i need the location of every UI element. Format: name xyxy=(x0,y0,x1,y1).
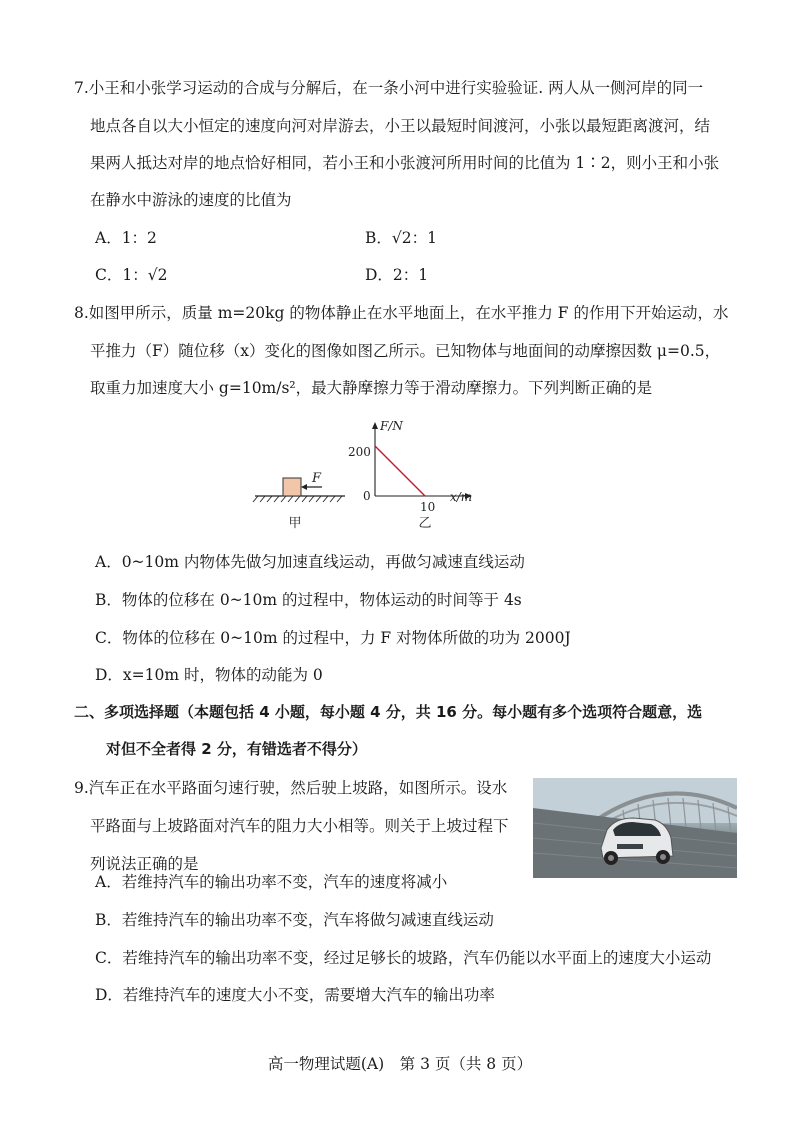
q7-option-b: B．√2：1 xyxy=(365,229,437,247)
force-arrowhead xyxy=(301,484,307,490)
x-axis-label: x/m xyxy=(450,490,473,504)
q9-option-d: D．若维持汽车的速度大小不变，需要增大汽车的输出功率 xyxy=(95,986,495,1004)
q8-option-c: C．物体的位移在 0~10m 的过程中，力 F 对物体所做的功为 2000J xyxy=(95,629,571,647)
q7-option-d: D．2：1 xyxy=(365,266,429,284)
q9-option-a: A．若维持汽车的输出功率不变，汽车的速度将减小 xyxy=(95,873,448,891)
jia-label: 甲 xyxy=(288,516,302,531)
q7-stem-line-3: 果两人抵达对岸的地点恰好相同，若小王和小张渡河所用时间的比值为 1∶2，则小王和小张 xyxy=(90,154,720,172)
q9-stem-line-1: 9.汽车正在水平路面匀速行驶，然后驶上坡路，如图所示。设水 xyxy=(74,779,508,797)
q9-option-b: B．若维持汽车的输出功率不变，汽车将做匀减速直线运动 xyxy=(95,911,494,929)
q7-option-c: C．1：√2 xyxy=(95,266,168,284)
car-uphill-photo xyxy=(533,778,737,878)
page-footer: 高一物理试题(A) 第 3 页（共 8 页） xyxy=(267,1055,533,1073)
q8-option-b: B．物体的位移在 0~10m 的过程中，物体运动的时间等于 4s xyxy=(95,591,522,609)
series-line xyxy=(375,446,425,496)
ground-hatching xyxy=(253,496,342,502)
y-axis-label: F/N xyxy=(380,419,403,433)
q9-option-c: C．若维持汽车的输出功率不变，经过足够长的坡路，汽车仍能以水平面上的速度大小运动 xyxy=(95,949,712,967)
figure-jia xyxy=(253,471,345,531)
q7-stem-line-2: 地点各自以大小恒定的速度向河对岸游去，小王以最短时间渡河，小张以最短距离渡河，结 xyxy=(90,117,711,135)
q9-stem-line-3: 列说法正确的是 xyxy=(90,855,199,873)
q8-stem-line-3: 取重力加速度大小 g=10m/s²，最大静摩擦力等于滑动摩擦力。下列判断正确的是 xyxy=(90,379,653,397)
origin-label: 0 xyxy=(363,489,371,503)
q8-figure xyxy=(250,416,490,536)
car-photo-svg xyxy=(533,778,737,878)
q7-stem-line-1: 7.小王和小张学习运动的合成与分解后，在一条小河中进行实验验证. 两人从一侧河岸的同一 xyxy=(74,79,704,97)
q8-stem-line-2: 平推力（F）随位移（x）变化的图像如图乙所示。已知物体与地面间的动摩擦因数 μ=0.5， xyxy=(90,342,721,360)
force-label: F xyxy=(312,471,322,486)
yi-label: 乙 xyxy=(418,516,432,531)
figure-yi-chart xyxy=(348,419,472,531)
q9-stem-line-2: 平路面与上坡路面对汽车的阻力大小相等。则关于上坡过程下 xyxy=(90,817,509,835)
q8-option-a: A．0~10m 内物体先做匀加速直线运动，再做匀减速直线运动 xyxy=(95,553,525,571)
q7-stem-line-4: 在静水中游泳的速度的比值为 xyxy=(90,191,292,209)
section-2-heading: 二、多项选择题（本题包括 4 小题，每小题 4 分，共 16 分。每小题有多个选项符合题意，选 xyxy=(74,703,703,721)
q8-stem-line-1: 8.如图甲所示，质量 m=20kg 的物体静止在水平地面上，在水平推力 F 的作用下开始运动，水 xyxy=(74,304,729,322)
q7-option-a: A．1：2 xyxy=(95,229,157,247)
block xyxy=(283,478,301,496)
q8-option-d: D．x=10m 时，物体的动能为 0 xyxy=(95,666,323,684)
x-tick-label: 10 xyxy=(420,500,436,514)
section-2-heading-cont: 对但不全者得 2 分，有错选者不得分） xyxy=(106,740,367,758)
y-tick-label: 200 xyxy=(348,445,371,459)
q8-figure-svg xyxy=(250,416,490,536)
y-axis-arrowhead xyxy=(372,422,378,429)
